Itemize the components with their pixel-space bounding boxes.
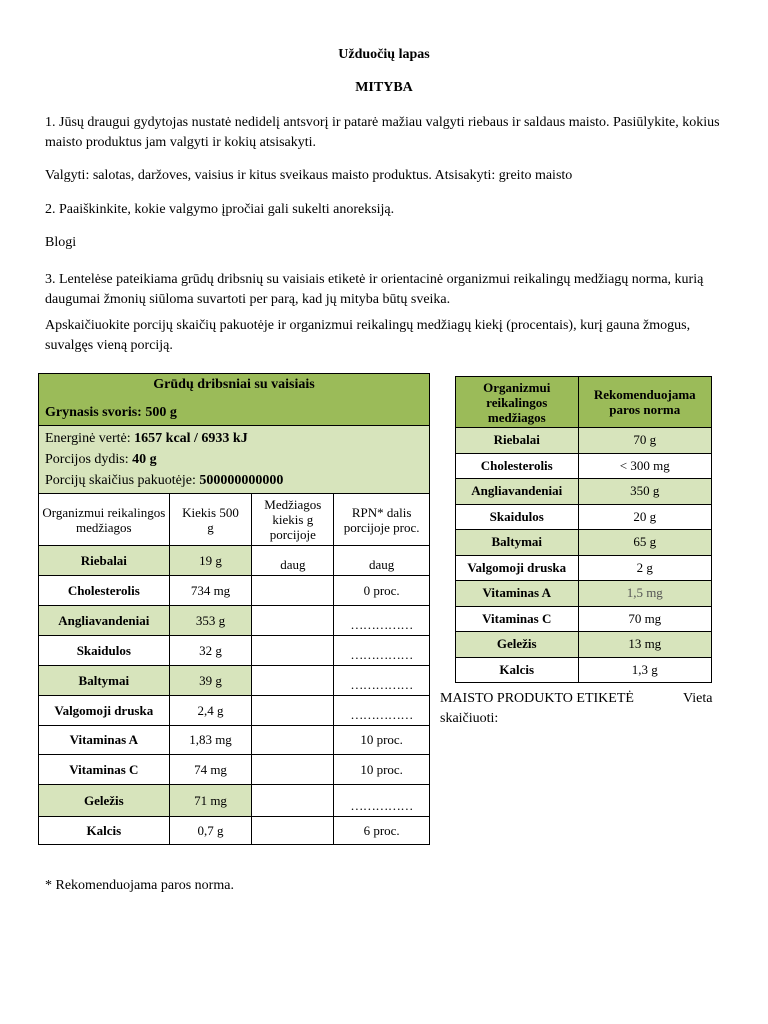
page-subtitle: MITYBA [355, 80, 413, 95]
norm-cell-value: 20 g [578, 504, 712, 530]
calc-label-line2: skaičiuoti: [440, 711, 499, 726]
label-cell-amount: 19 g [169, 546, 252, 576]
norm-row [456, 657, 712, 683]
label-cell-rpn: …………… [334, 696, 430, 726]
energy-value: 1657 kcal / 6933 kJ [134, 431, 248, 446]
norm-cell-value: 2 g [578, 555, 712, 581]
portion-label: Porcijos dydis: [45, 452, 133, 467]
norm-cell-name: Vitaminas A [456, 581, 579, 607]
portion-count-label: Porcijų skaičius pakuotėje: [45, 473, 200, 488]
label-cell-portion [252, 576, 334, 606]
label-info [39, 426, 430, 494]
page-title: Užduočių lapas [338, 47, 430, 62]
label-cell-name: Vitaminas C [39, 755, 170, 785]
calc-area-label [440, 689, 740, 729]
label-cell-amount: 2,4 g [169, 696, 252, 726]
label-row [39, 636, 430, 666]
energy-line [45, 428, 423, 449]
label-cell-rpn: daug [334, 546, 430, 576]
col-header-amount: Kiekis 500 g [169, 494, 252, 546]
label-cell-name: Skaidulos [39, 636, 170, 666]
norm-cell-value: 65 g [578, 530, 712, 556]
label-cell-amount: 353 g [169, 606, 252, 636]
norm-cell-name: Kalcis [456, 657, 579, 683]
norm-row [456, 555, 712, 581]
net-weight: Grynasis svoris: 500 g [45, 405, 177, 420]
norm-col-header-value: Rekomenduojama paros norma [578, 377, 712, 428]
col-header-nutrient: Organizmui reikalingos medžiagos [39, 494, 170, 546]
label-cell-amount: 1,83 mg [169, 726, 252, 755]
label-cell-name: Vitaminas A [39, 726, 170, 755]
question-3-intro: 3. Lentelėse pateikiama grūdų dribsnių su vaisiais etiketė ir orientacinė organizmui reikalingų medžiagų norma, kurią daugumai žmonių siūloma suvartoti per parą, kad jų mityba būtų sveika. [45, 272, 704, 307]
col-header-rpn: RPN* dalis porcijoje proc. [334, 494, 430, 546]
label-cell-name: Angliavandeniai [39, 606, 170, 636]
question-1: 1. Jūsų draugui gydytojas nustatė nedidelį antsvorį ir patarė mažiau valgyti riebaus ir saldaus maisto. Pasiūlykite, kokius maisto produktus jam valgyti ir kokių atsisakyti. [45, 115, 720, 150]
norm-cell-name: Skaidulos [456, 504, 579, 530]
norm-cell-name: Valgomoji druska [456, 555, 579, 581]
daily-norm-table [455, 376, 712, 683]
norm-cell-value: 70 g [578, 428, 712, 454]
footnote: * Rekomenduojama paros norma. [45, 878, 234, 893]
label-row [39, 696, 430, 726]
portion-value: 40 g [132, 452, 157, 467]
label-cell-rpn: …………… [334, 666, 430, 696]
label-row [39, 666, 430, 696]
label-cell-rpn: 10 proc. [334, 755, 430, 785]
label-cell-portion [252, 666, 334, 696]
label-cell-name: Baltymai [39, 666, 170, 696]
norm-row [456, 479, 712, 505]
label-cell-portion [252, 606, 334, 636]
label-cell-name: Geležis [39, 785, 170, 817]
norm-cell-value: 13 mg [578, 632, 712, 658]
norm-cell-value: < 300 mg [578, 453, 712, 479]
label-cell-rpn: 6 proc. [334, 817, 430, 845]
norm-cell-value: 1,5 mg [578, 581, 712, 607]
answer-2: Blogi [45, 235, 77, 250]
question-3-task: Apskaičiuokite porcijų skaičių pakuotėje ir organizmui reikalingų medžiagų kiekį (procentais), kurį gauna žmogus, suvalgęs vieną porciją. [45, 318, 691, 353]
norm-cell-name: Geležis [456, 632, 579, 658]
norm-cell-name: Baltymai [456, 530, 579, 556]
label-cell-portion [252, 726, 334, 755]
norm-cell-name: Angliavandeniai [456, 479, 579, 505]
norm-col-header-nutrient: Organizmui reikalingos medžiagos [456, 377, 579, 428]
label-cell-amount: 74 mg [169, 755, 252, 785]
norm-cell-name: Riebalai [456, 428, 579, 454]
label-header [39, 374, 430, 426]
label-row [39, 576, 430, 606]
label-cell-name: Kalcis [39, 817, 170, 845]
label-cell-name: Valgomoji druska [39, 696, 170, 726]
label-row [39, 755, 430, 785]
portion-line [45, 449, 423, 470]
label-cell-rpn: …………… [334, 606, 430, 636]
norm-cell-name: Cholesterolis [456, 453, 579, 479]
label-cell-name: Cholesterolis [39, 576, 170, 606]
norm-row [456, 632, 712, 658]
label-cell-amount: 71 mg [169, 785, 252, 817]
label-row [39, 817, 430, 845]
label-cell-portion [252, 755, 334, 785]
col-header-portion: Medžiagos kiekis g porcijoje [252, 494, 334, 546]
label-row [39, 546, 430, 576]
norm-cell-value: 70 mg [578, 606, 712, 632]
energy-label: Energinė vertė: [45, 431, 135, 446]
label-row [39, 726, 430, 755]
label-cell-portion [252, 817, 334, 845]
label-cell-amount: 734 mg [169, 576, 252, 606]
norm-row [456, 428, 712, 454]
label-row [39, 785, 430, 817]
label-cell-amount: 0,7 g [169, 817, 252, 845]
label-cell-portion [252, 785, 334, 817]
label-cell-rpn: …………… [334, 785, 430, 817]
norm-row [456, 606, 712, 632]
product-label-table [38, 373, 430, 845]
label-cell-name: Riebalai [39, 546, 170, 576]
calc-label-left: MAISTO PRODUKTO ETIKETĖ [440, 691, 634, 706]
norm-cell-name: Vitaminas C [456, 606, 579, 632]
answer-1: Valgyti: salotas, daržoves, vaisius ir kitus sveikaus maisto produktus. Atsisakyti: greito maisto [45, 168, 573, 183]
portion-count-value: 500000000000 [199, 473, 284, 488]
label-cell-amount: 32 g [169, 636, 252, 666]
norm-row [456, 504, 712, 530]
label-cell-amount: 39 g [169, 666, 252, 696]
label-cell-rpn: 10 proc. [334, 726, 430, 755]
norm-row [456, 581, 712, 607]
label-cell-portion [252, 636, 334, 666]
norm-cell-value: 1,3 g [578, 657, 712, 683]
portion-count-line [45, 470, 423, 491]
calc-label-right: Vieta [683, 691, 713, 706]
label-cell-portion: daug [252, 546, 334, 576]
question-2: 2. Paaiškinkite, kokie valgymo įpročiai gali sukelti anoreksiją. [45, 202, 395, 217]
norm-cell-value: 350 g [578, 479, 712, 505]
product-title: Grūdų dribsniai su vaisiais [153, 377, 315, 392]
norm-row [456, 530, 712, 556]
norm-row [456, 453, 712, 479]
label-cell-portion [252, 696, 334, 726]
label-cell-rpn: 0 proc. [334, 576, 430, 606]
label-row [39, 606, 430, 636]
label-cell-rpn: …………… [334, 636, 430, 666]
